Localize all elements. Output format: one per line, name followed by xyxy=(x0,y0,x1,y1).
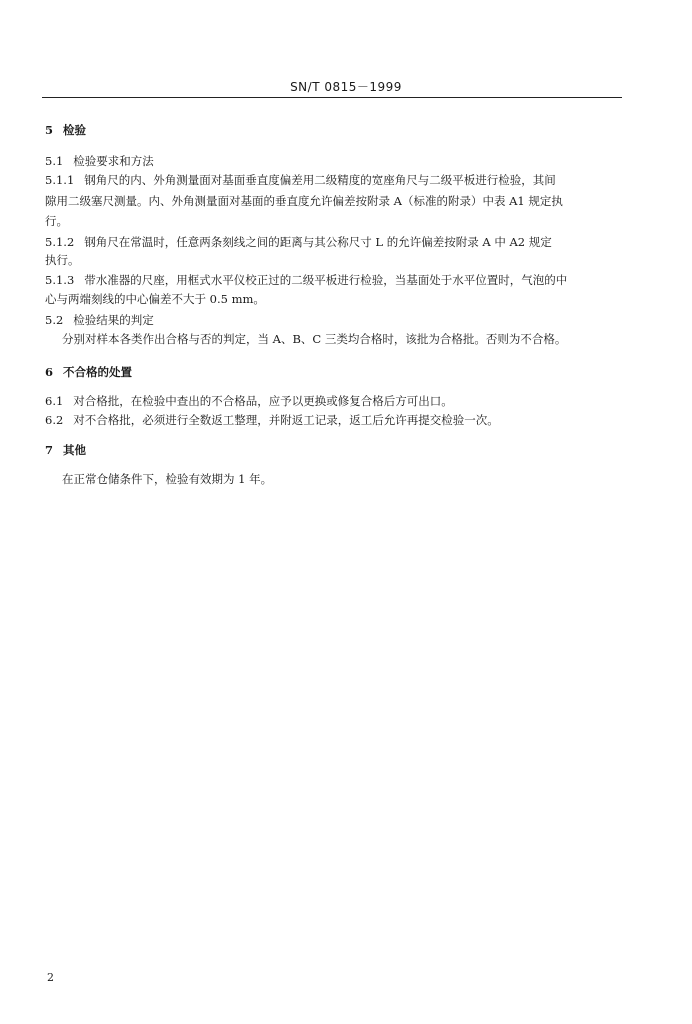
section-title: 检验结果的判定 xyxy=(73,313,154,327)
section-5-1-1-line2: 隙用二级塞尺测量。内、外角测量面对基面的垂直度允许偏差按附录 A（标准的附录）中表 A1 规定执 xyxy=(45,194,563,208)
header-rule xyxy=(42,97,622,98)
section-5-1-3-line2: 心与两端刻线的中心偏差不大于 0.5 mm。 xyxy=(45,292,265,306)
section-5-1-1-line3: 行。 xyxy=(45,214,68,228)
paragraph-text: 钢角尺在常温时，任意两条刻线之间的距离与其公称尺寸 L 的允许偏差按附录 A 中 A2 规定 xyxy=(84,235,552,249)
section-title: 检验 xyxy=(63,123,87,137)
paragraph-text: 钢角尺的内、外角测量面对基面垂直度偏差用二级精度的宽座角尺与二级平板进行检验，其间 xyxy=(84,173,556,187)
section-number: 5 xyxy=(45,123,54,137)
section-7-heading xyxy=(45,441,625,459)
section-number: 5.2 xyxy=(45,313,64,327)
section-title: 检验要求和方法 xyxy=(73,154,154,168)
section-title: 不合格的处置 xyxy=(63,365,133,379)
section-number: 5.1 xyxy=(45,154,64,168)
section-5-heading xyxy=(45,121,625,139)
paragraph-text: 对合格批，在检验中查出的不合格品，应予以更换或修复合格后方可出口。 xyxy=(73,394,453,408)
section-number: 6 xyxy=(45,365,54,379)
paragraph-text: 带水准器的尺座，用框式水平仪校正过的二级平板进行检验，当基面处于水平位置时，气泡的中 xyxy=(84,273,568,287)
section-number: 5.1.1 xyxy=(45,173,75,187)
section-5-1-3-line1 xyxy=(45,271,625,289)
section-5-1-heading xyxy=(45,152,625,170)
paragraph-text: 对不合格批，必须进行全数返工整理，并附返工记录，返工后允许再提交检验一次。 xyxy=(73,413,499,427)
document-code: SN/T 0815－1999 xyxy=(290,80,402,94)
section-5-2-body: 分别对样本各类作出合格与否的判定，当 A、B、C 三类均合格时，该批为合格批。否则为不合格。 xyxy=(62,332,567,346)
section-5-1-1-line1 xyxy=(45,171,625,189)
section-number: 6.2 xyxy=(45,413,64,427)
section-6-heading xyxy=(45,363,625,381)
section-5-1-2-line1 xyxy=(45,233,625,251)
section-7-body: 在正常仓储条件下，检验有效期为 1 年。 xyxy=(62,472,273,486)
section-number: 5.1.2 xyxy=(45,235,75,249)
section-5-1-2-line2: 执行。 xyxy=(45,253,80,267)
section-number: 7 xyxy=(45,443,54,457)
section-6-2 xyxy=(45,411,625,429)
section-title: 其他 xyxy=(63,443,87,457)
section-number: 6.1 xyxy=(45,394,64,408)
section-number: 5.1.3 xyxy=(45,273,75,287)
page-number: 2 xyxy=(47,971,54,984)
section-5-2-heading xyxy=(45,311,625,329)
section-6-1 xyxy=(45,392,625,410)
